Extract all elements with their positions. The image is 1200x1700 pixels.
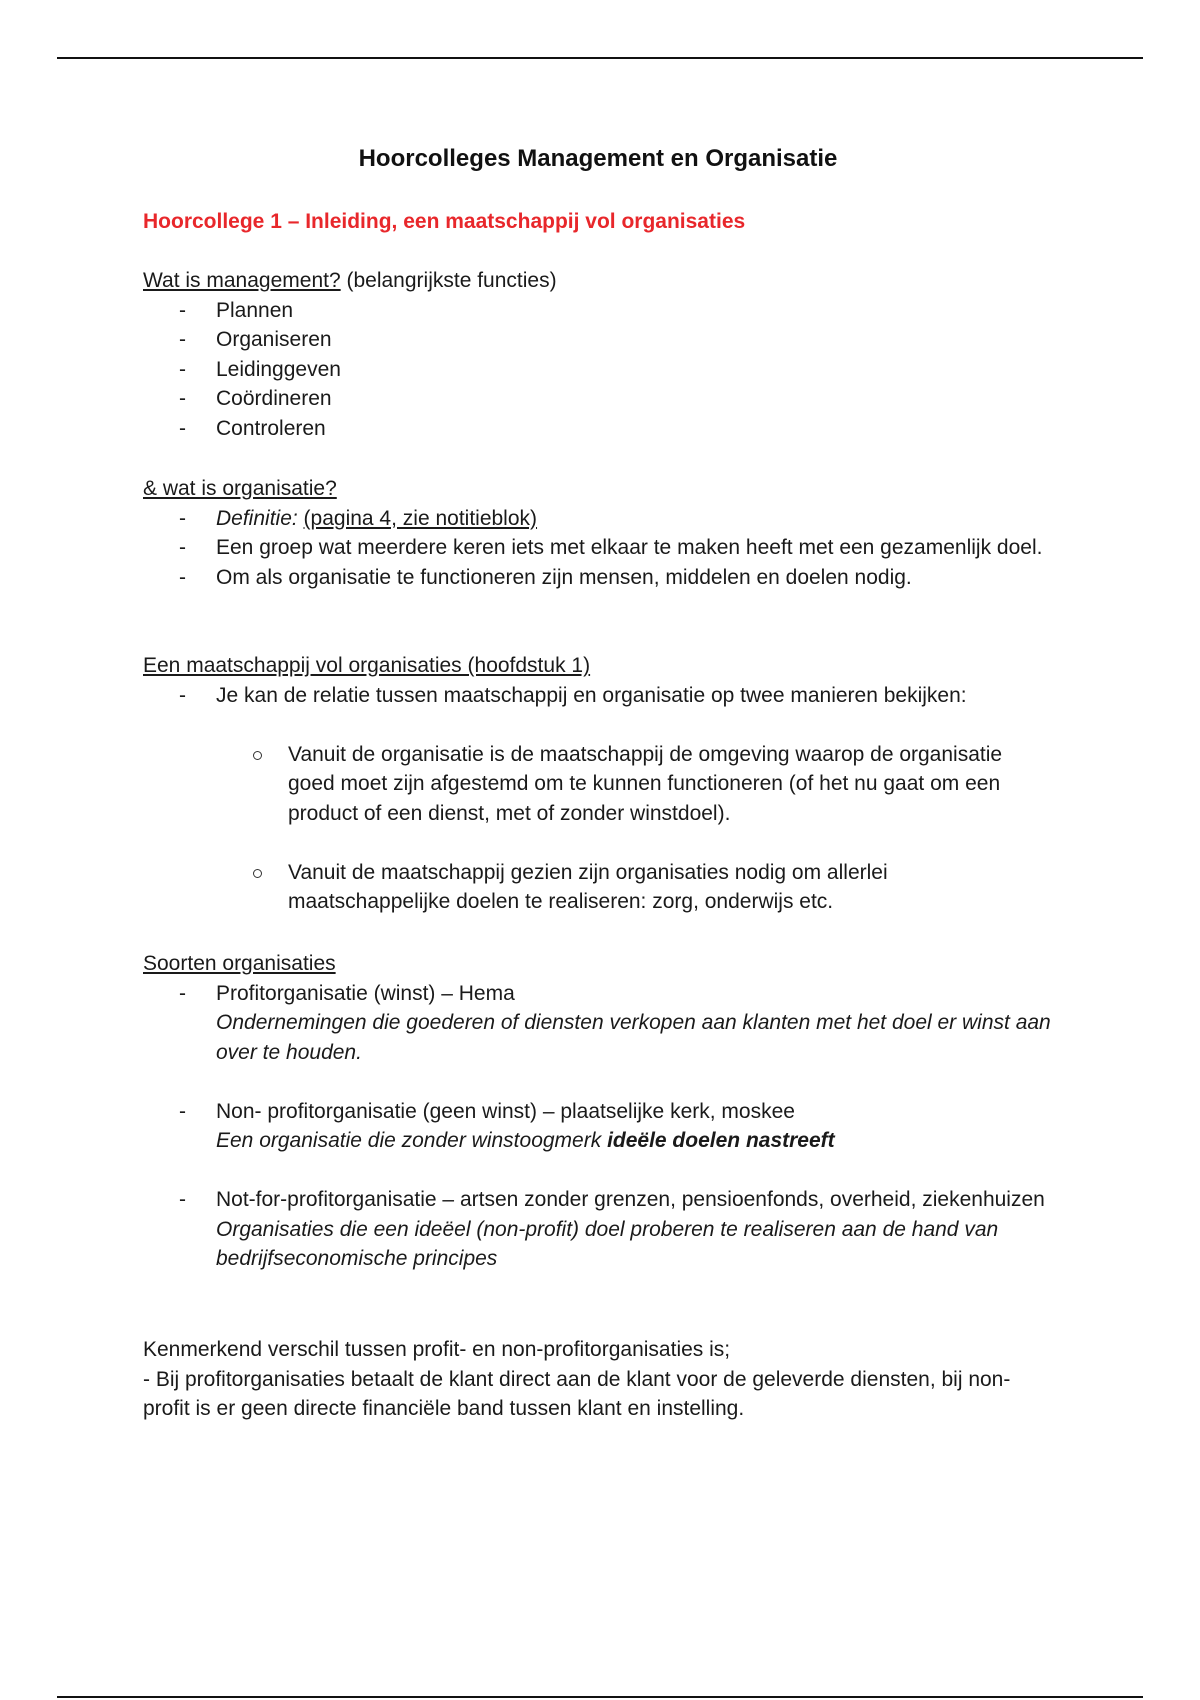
section-heading	[143, 266, 1053, 296]
section-heading-underlined: Wat is management?	[143, 269, 341, 292]
sub-list-item	[143, 858, 1053, 917]
dash-bullet: -	[179, 536, 186, 559]
list-item	[143, 681, 1053, 711]
definition-label: Definitie:	[216, 506, 298, 530]
dash-bullet: -	[179, 328, 186, 351]
dash-bullet: -	[179, 1099, 186, 1123]
list-item	[143, 504, 1053, 534]
dash-bullet: -	[179, 565, 186, 589]
sub-list-item	[143, 740, 1053, 829]
dash-bullet: -	[179, 506, 186, 530]
section-heading	[143, 651, 1053, 681]
list-item-text: Je kan de relatie tussen maatschappij en organisatie op twee manieren bekijken:	[216, 683, 967, 707]
list-item-text: Leidinggeven	[216, 357, 341, 381]
list-item-text: Coördineren	[216, 387, 332, 410]
sub-list-item-text: Vanuit de maatschappij gezien zijn organisaties nodig om allerlei maatschappelijke doelen te realiseren: zorg, onderwijs etc.	[288, 860, 888, 913]
dash-bullet: -	[179, 298, 186, 322]
section-management	[143, 266, 1053, 443]
list-item	[143, 533, 1053, 563]
circle-bullet-icon	[253, 751, 262, 760]
list-item-text: Profitorganisatie (winst) – Hema	[216, 981, 515, 1005]
section-heading-suffix: (belangrijkste functies)	[340, 269, 557, 292]
circle-bullet-icon	[253, 869, 262, 878]
list-item	[143, 384, 1053, 414]
closing-line-2: - Bij profitorganisaties betaalt de klant direct aan de klant voor de geleverde diensten, bij non-profit is er geen directe financiële band tussen klant en instelling.	[143, 1367, 1011, 1420]
section-heading	[143, 474, 1053, 504]
section-heading-underlined: Soorten organisaties	[143, 952, 336, 975]
sub-list-item-text: Vanuit de organisatie is de maatschappij de omgeving waarop de organisatie goed moet zijn afgestemd om te kunnen functioneren (of het nu gaat om een product of een dienst, met of zonder winstdoel).	[288, 742, 1003, 825]
section-heading-underlined: Een maatschappij vol organisaties (hoofdstuk 1)	[143, 654, 591, 677]
list-item	[143, 1097, 1053, 1156]
list-item-description: Organisaties die een ideëel (non-profit) doel proberen te realiseren aan de hand van bedrijfseconomische principes	[216, 1217, 999, 1270]
footer-rule	[57, 1696, 1143, 1698]
lecture-heading: Hoorcollege 1 – Inleiding, een maatschappij vol organisaties	[143, 210, 746, 233]
dash-bullet: -	[179, 416, 186, 440]
list-item-description: Ondernemingen die goederen of diensten verkopen aan klanten met het doel er winst aan over te houden.	[216, 1011, 1051, 1064]
section-heading	[143, 949, 1053, 979]
dash-bullet: -	[179, 1188, 186, 1211]
list-item-text: Organiseren	[216, 328, 332, 351]
dash-bullet: -	[179, 387, 186, 410]
list-item	[143, 1185, 1053, 1274]
dash-bullet: -	[179, 683, 186, 707]
section-maatschappij	[143, 651, 1053, 917]
list-item-text: Non- profitorganisatie (geen winst) – plaatselijke kerk, moskee	[216, 1099, 795, 1123]
list-item-text: Controleren	[216, 416, 326, 440]
list-item	[143, 296, 1053, 326]
closing-line-1: Kenmerkend verschil tussen profit- en non-profitorganisaties is;	[143, 1338, 731, 1361]
list-item	[143, 325, 1053, 355]
list-item	[143, 414, 1053, 444]
list-item-description	[216, 1126, 1053, 1156]
definition-reference: (pagina 4, zie notitieblok)	[303, 506, 538, 530]
description-italic: Een organisatie die zonder winstoogmerk	[216, 1129, 608, 1152]
list-item	[143, 563, 1053, 593]
section-soorten	[143, 949, 1053, 1274]
dash-bullet: -	[179, 981, 186, 1005]
list-item	[143, 979, 1053, 1068]
list-item-text: Not-for-profitorganisatie – artsen zonder grenzen, pensioenfonds, overheid, ziekenhuizen	[216, 1188, 1045, 1211]
list-item-text: Om als organisatie te functioneren zijn mensen, middelen en doelen nodig.	[216, 565, 912, 589]
list-item-text: Een groep wat meerdere keren iets met elkaar te maken heeft met een gezamenlijk doel.	[216, 536, 1043, 559]
dash-bullet: -	[179, 357, 186, 381]
header-rule	[57, 57, 1143, 59]
list-item	[143, 355, 1053, 385]
description-bold-italic: ideële doelen nastreeft	[607, 1129, 835, 1152]
list-item-text: Plannen	[216, 298, 294, 322]
page-title: Hoorcolleges Management en Organisatie	[358, 145, 838, 172]
section-organisatie	[143, 474, 1053, 592]
closing-paragraph	[143, 1335, 1053, 1424]
section-heading-underlined: & wat is organisatie?	[143, 477, 337, 500]
